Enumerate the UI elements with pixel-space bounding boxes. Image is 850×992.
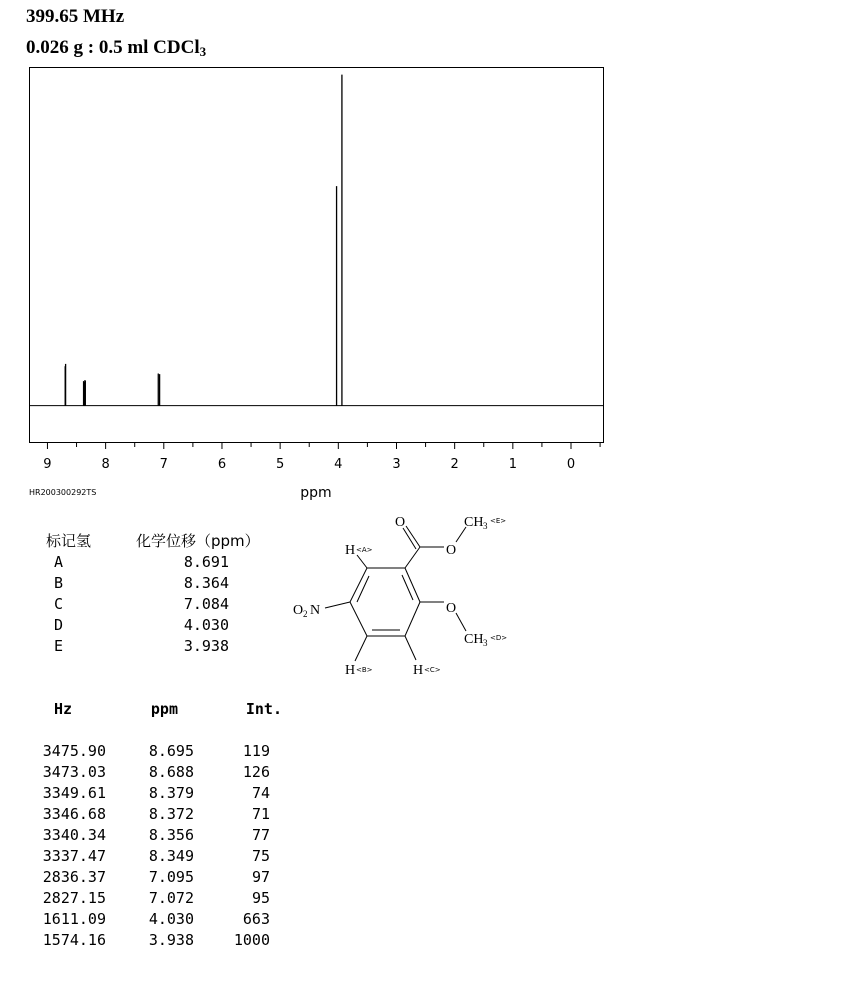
table-row <box>28 867 282 888</box>
chemical-shift: 8.691 <box>183 553 229 571</box>
chemical-shift: 4.030 <box>183 616 229 634</box>
cell-int: 74 <box>251 784 270 802</box>
cell-hz: 3475.90 <box>42 742 106 760</box>
cell-ppm: 8.379 <box>148 784 194 802</box>
table-row <box>28 888 282 909</box>
cell-hz: 3473.03 <box>42 763 106 781</box>
x-tick-label: 4 <box>334 457 343 472</box>
chemical-shift: 7.084 <box>183 595 229 613</box>
cell-ppm: 4.030 <box>148 910 194 928</box>
x-tick-label: 8 <box>101 457 110 472</box>
table-row <box>28 741 282 762</box>
label-a-tag: <A> <box>356 546 373 554</box>
col-ppm: ppm <box>150 700 178 718</box>
assignment-col-label: 标记氢 <box>46 532 92 550</box>
assignment-col-shift: 化学位移（ppm） <box>136 532 260 550</box>
assignment-row <box>46 594 260 615</box>
table-row <box>28 825 282 846</box>
assignment-row <box>46 552 260 573</box>
cell-ppm: 8.349 <box>148 847 194 865</box>
ester-oxygen: O <box>446 543 457 558</box>
plot-frame <box>30 68 604 443</box>
proton-label: A <box>54 553 64 571</box>
proton-label: E <box>54 637 64 655</box>
x-axis-ticks <box>43 442 600 472</box>
cell-int: 95 <box>251 889 270 907</box>
col-int: Int. <box>245 700 282 718</box>
x-tick-label: 1 <box>508 457 517 472</box>
sample-subscript: 3 <box>199 44 207 59</box>
nitro-oxygen: O <box>293 603 304 618</box>
table-row <box>28 909 282 930</box>
cell-int: 75 <box>251 847 270 865</box>
hydrogen-b: H <box>345 663 356 678</box>
carbonyl-oxygen: O <box>395 515 406 530</box>
x-tick-label: 6 <box>217 457 227 472</box>
assignment-row <box>46 615 260 636</box>
cell-hz: 3337.47 <box>42 847 106 865</box>
methoxy-methyl: CH <box>464 632 484 647</box>
x-tick-label: 5 <box>276 457 285 472</box>
cell-ppm: 3.938 <box>148 931 194 949</box>
hydrogen-c: H <box>413 663 424 678</box>
peak-table-header <box>28 699 282 720</box>
table-row <box>28 783 282 804</box>
methoxy-methyl-subscript: 3 <box>483 638 488 648</box>
assignment-row <box>46 573 260 594</box>
cell-hz: 1611.09 <box>42 910 106 928</box>
chemical-shift: 8.364 <box>183 574 229 592</box>
cell-int: 97 <box>251 868 270 886</box>
x-tick-label: 2 <box>450 457 459 472</box>
cell-int: 71 <box>251 805 270 823</box>
table-row <box>28 804 282 825</box>
proton-label: D <box>54 616 64 634</box>
x-tick-label: 9 <box>43 457 52 472</box>
x-axis-label: ppm <box>300 485 332 501</box>
cell-ppm: 8.688 <box>148 763 194 781</box>
assignment-header <box>46 531 260 552</box>
col-hz: Hz <box>53 700 72 718</box>
nitro-subscript: 2 <box>303 609 308 619</box>
cell-hz: 2836.37 <box>42 868 106 886</box>
cell-hz: 1574.16 <box>42 931 106 949</box>
assignment-row <box>46 636 260 657</box>
cell-int: 77 <box>251 826 270 844</box>
table-row <box>28 762 282 783</box>
x-tick-label: 7 <box>159 457 168 472</box>
ester-methyl: CH <box>464 515 484 530</box>
spectrum-id: HR200300292TS <box>29 488 97 497</box>
structure-bonds <box>325 526 466 661</box>
peak-table <box>28 699 282 951</box>
sample-text: 0.026 g : 0.5 ml CDCl <box>26 37 200 58</box>
peak-lines <box>65 75 342 406</box>
cell-hz: 3346.68 <box>42 805 106 823</box>
assignment-table <box>46 531 260 657</box>
ester-methyl-subscript: 3 <box>483 521 488 531</box>
cell-hz: 2827.15 <box>42 889 106 907</box>
chemical-shift: 3.938 <box>183 637 229 655</box>
x-tick-label: 3 <box>392 457 401 472</box>
nitro-nitrogen: N <box>310 603 321 618</box>
label-d-tag: <D> <box>490 634 508 642</box>
cell-ppm: 8.695 <box>148 742 194 760</box>
spectrometer-frequency: 399.65 MHz <box>26 6 125 27</box>
hydrogen-a: H <box>345 543 356 558</box>
cell-ppm: 8.372 <box>148 805 194 823</box>
x-tick-label: 0 <box>566 457 576 472</box>
cell-hz: 3349.61 <box>42 784 106 802</box>
methoxy-oxygen: O <box>446 601 457 616</box>
label-b-tag: <B> <box>356 666 373 674</box>
cell-ppm: 7.095 <box>148 868 194 886</box>
cell-ppm: 7.072 <box>148 889 194 907</box>
cell-int: 1000 <box>233 931 270 949</box>
proton-label: B <box>54 574 64 592</box>
cell-int: 119 <box>242 742 270 760</box>
label-e-tag: <E> <box>490 517 507 525</box>
proton-label: C <box>54 595 64 613</box>
table-row <box>28 930 282 951</box>
cell-int: 663 <box>242 910 270 928</box>
table-row <box>28 846 282 867</box>
cell-ppm: 8.356 <box>148 826 194 844</box>
label-c-tag: <C> <box>424 666 441 674</box>
cell-hz: 3340.34 <box>42 826 106 844</box>
cell-int: 126 <box>242 763 270 781</box>
